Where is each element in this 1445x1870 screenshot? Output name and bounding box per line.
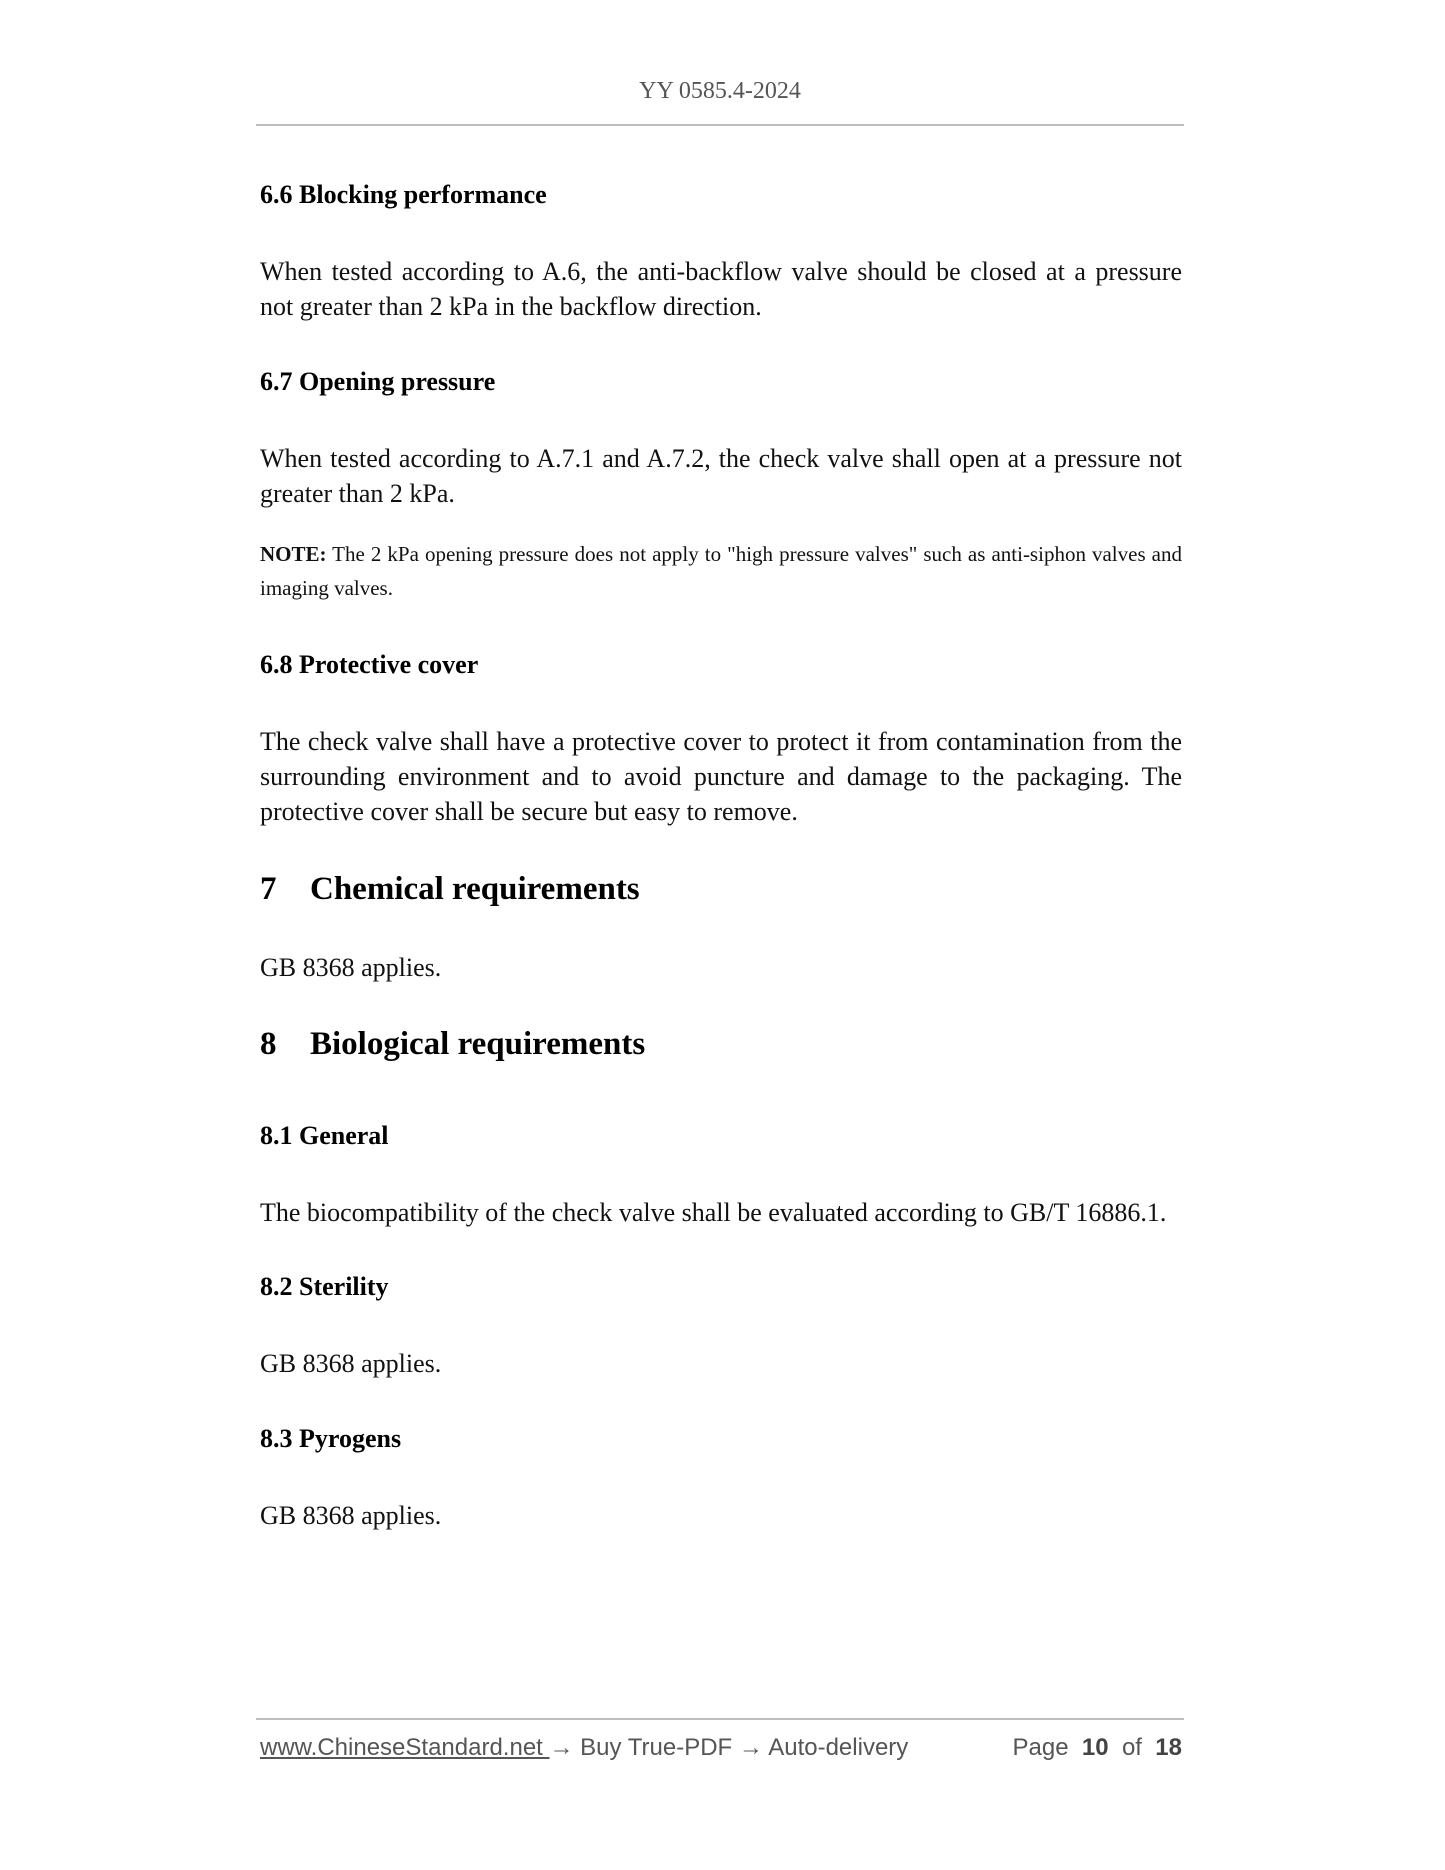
- page-number: [1012, 1734, 1182, 1762]
- paragraph-6-8: The check valve shall have a protective cover to protect it from contamination from the surrounding environment and to avoid puncture and damage to the packaging. The protective cover shall be secure but easy to remove.: [260, 727, 1182, 826]
- heading-6-6: 6.6 Blocking performance: [260, 180, 547, 209]
- header-divider: [256, 124, 1184, 126]
- page-footer: [260, 1734, 1182, 1768]
- arrow-right-icon: →: [738, 1734, 763, 1761]
- heading-8-title: Biological requirements: [310, 1026, 646, 1062]
- heading-7: [260, 871, 640, 908]
- heading-8-1: 8.1 General: [260, 1121, 389, 1150]
- note-label: NOTE:: [260, 542, 327, 566]
- current-page: 10: [1081, 1734, 1109, 1761]
- footer-divider: [256, 1718, 1184, 1720]
- of-label: of: [1121, 1734, 1142, 1761]
- page-label: Page: [1012, 1734, 1069, 1761]
- auto-delivery-text: Auto-delivery: [762, 1734, 909, 1761]
- heading-8-number: 8: [260, 1026, 277, 1062]
- footer-promo: [260, 1734, 908, 1762]
- paragraph-8-2: GB 8368 applies.: [260, 1349, 442, 1378]
- paragraph-8-3: GB 8368 applies.: [260, 1501, 442, 1530]
- website-link[interactable]: www.ChineseStandard.net: [260, 1734, 550, 1761]
- paragraph-8-1: The biocompatibility of the check valve shall be evaluated according to GB/T 16886.1.: [260, 1198, 1167, 1227]
- heading-8-3: 8.3 Pyrogens: [260, 1424, 402, 1453]
- heading-7-title: Chemical requirements: [310, 871, 640, 907]
- note-text: The 2 kPa opening pressure does not apply to "high pressure valves" such as anti-siphon valves and imaging valves.: [260, 542, 1182, 600]
- heading-8-2: 8.2 Sterility: [260, 1272, 389, 1301]
- paragraph-6-7: When tested according to A.7.1 and A.7.2, the check valve shall open at a pressure not greater than 2 kPa.: [260, 444, 1182, 508]
- paragraph-6-6: When tested according to A.6, the anti-backflow valve should be closed at a pressure not greater than 2 kPa in the backflow direction.: [260, 257, 1182, 321]
- arrow-right-icon: →: [549, 1734, 574, 1761]
- heading-6-8: 6.8 Protective cover: [260, 650, 479, 679]
- heading-8: [260, 1026, 645, 1063]
- heading-6-7: 6.7 Opening pressure: [260, 367, 496, 396]
- buy-pdf-text: Buy True-PDF: [573, 1734, 739, 1761]
- paragraph-7: GB 8368 applies.: [260, 953, 442, 982]
- total-pages: 18: [1155, 1734, 1182, 1761]
- heading-7-number: 7: [260, 871, 277, 907]
- note-6-7: [260, 537, 1182, 605]
- page-header: YY 0585.4-2024: [639, 78, 801, 104]
